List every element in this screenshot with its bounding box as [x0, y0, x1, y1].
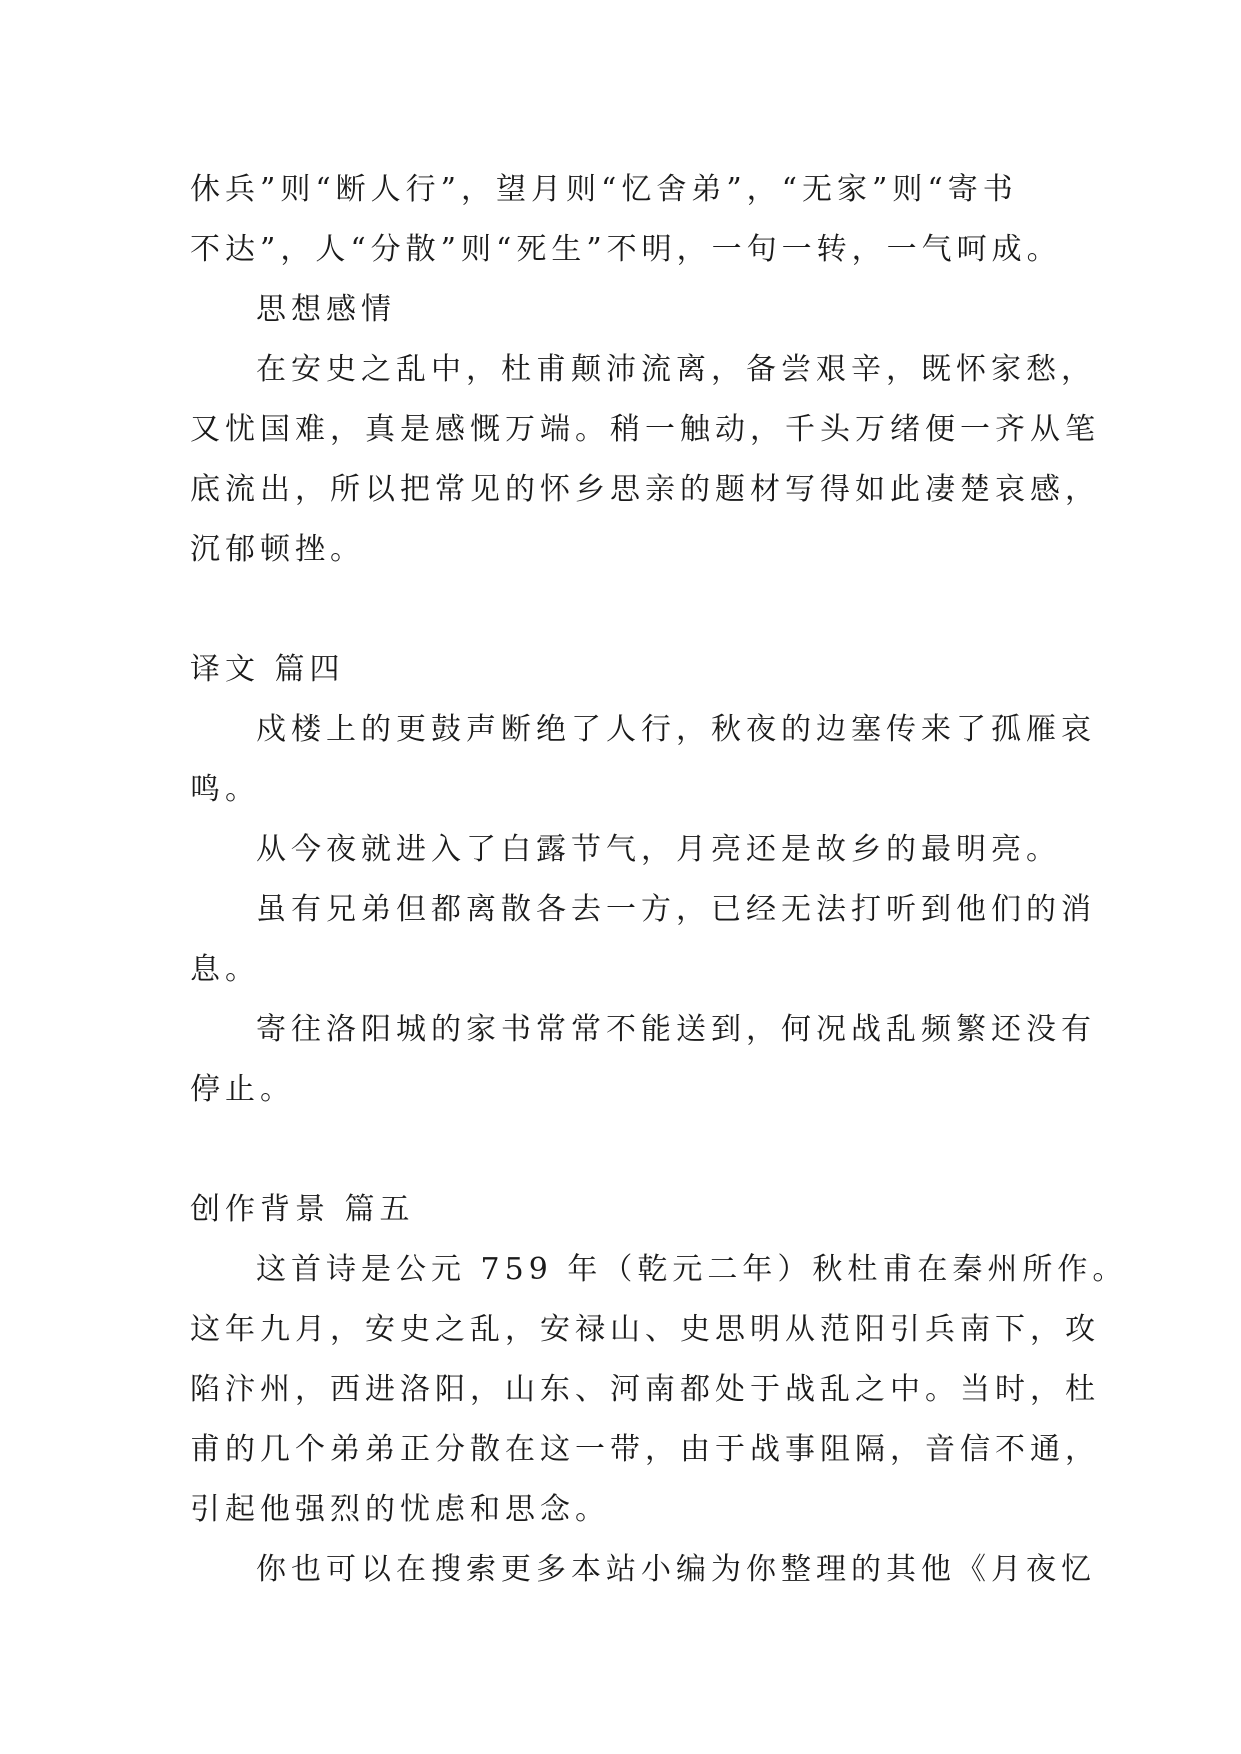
- text-line: 甫的几个弟弟正分散在这一带，由于战事阻隔，音信不通，: [190, 1432, 1100, 1467]
- document-body: [190, 160, 1128, 1600]
- text-line: 你也可以在搜索更多本站小编为你整理的其他《月夜忆: [256, 1552, 1096, 1587]
- section-heading-translation: 译文 篇四: [190, 652, 345, 687]
- text-line: 停止。: [190, 1072, 295, 1107]
- text-line: 又忧国难，真是感慨万端。稍一触动，千头万绪便一齐从笔: [190, 412, 1100, 447]
- text-line: 从今夜就进入了白露节气，月亮还是故乡的最明亮。: [256, 832, 1061, 867]
- text-line: 寄往洛阳城的家书常常不能送到，何况战乱频繁还没有: [256, 1012, 1096, 1047]
- text-line: 休兵”则“断人行”，望月则“忆舍弟”，“无家”则“寄书: [190, 172, 1018, 207]
- text-line: 这首诗是公元 759 年（乾元二年）秋杜甫在秦州所作。: [256, 1252, 1128, 1287]
- text-line: 陷汴州，西进洛阳，山东、河南都处于战乱之中。当时，杜: [190, 1372, 1100, 1407]
- text-line: 这年九月，安史之乱，安禄山、史思明从范阳引兵南下，攻: [190, 1312, 1100, 1347]
- text-line: 虽有兄弟但都离散各去一方，已经无法打听到他们的消: [256, 892, 1096, 927]
- blank-line: [190, 1120, 1060, 1180]
- section-heading-background: 创作背景 篇五: [190, 1192, 415, 1227]
- section-heading-thoughts: 思想感情: [256, 292, 396, 327]
- text-line: 息。: [190, 952, 260, 987]
- text-line: 引起他强烈的忧虑和思念。: [190, 1492, 610, 1527]
- text-line: 戍楼上的更鼓声断绝了人行，秋夜的边塞传来了孤雁哀: [256, 712, 1096, 747]
- text-line: 沉郁顿挫。: [190, 532, 365, 567]
- text-line: 不达”，人“分散”则“死生”不明，一句一转，一气呵成。: [190, 232, 1062, 267]
- text-line: 底流出，所以把常见的怀乡思亲的题材写得如此凄楚哀感，: [190, 472, 1100, 507]
- text-line: 鸣。: [190, 772, 260, 807]
- blank-line: [190, 580, 1060, 640]
- text-line: 在安史之乱中，杜甫颠沛流离，备尝艰辛，既怀家愁，: [256, 352, 1096, 387]
